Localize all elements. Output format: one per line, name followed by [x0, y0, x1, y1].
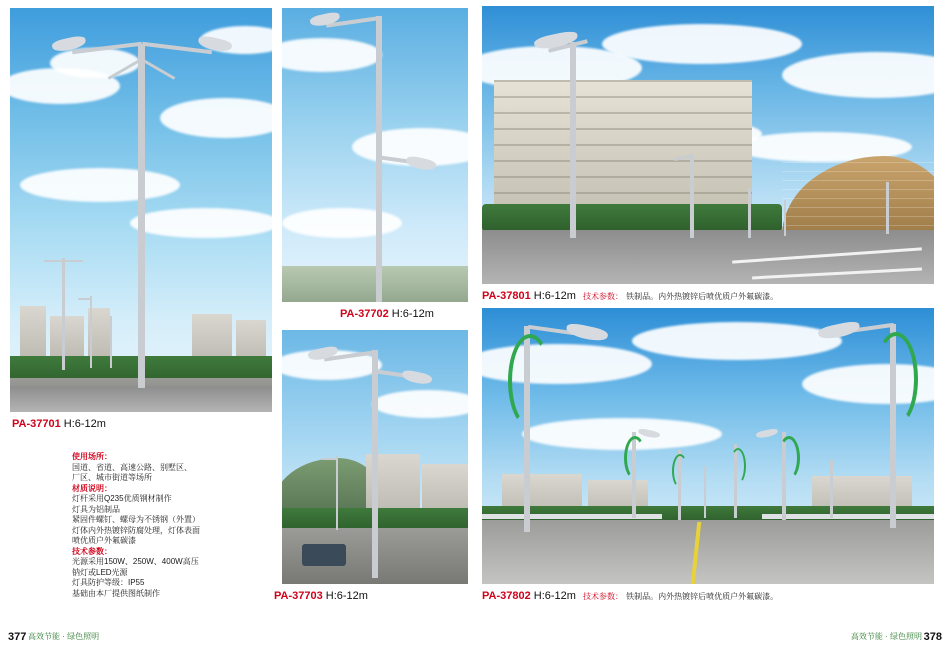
lamp-arm-distant	[63, 260, 83, 262]
lamp-pole-distant	[690, 154, 694, 238]
product-photo-pa-37702	[282, 8, 468, 302]
cloud	[602, 24, 802, 64]
product-photo-pa-37703	[282, 330, 468, 584]
param-line: 灯具防护等级：IP55	[72, 578, 145, 587]
tech-text: 铁制品。内外热镀锌后喷优质户外氟碳漆。	[626, 292, 779, 301]
usage-line: 厂区、城市街道等场所	[72, 473, 152, 482]
product-code: PA-37702	[340, 308, 389, 320]
background-building	[236, 320, 266, 360]
green-decorative-arc	[874, 332, 918, 426]
material-line: 灯具为铝制品	[72, 504, 120, 514]
usage-line: 国道、省道、高速公路、别墅区、	[72, 462, 192, 472]
lamp-pole-distant	[886, 182, 889, 234]
lamp-pole-distant	[784, 200, 786, 236]
background-building	[50, 316, 84, 358]
lamp-pole-distant	[110, 316, 112, 368]
lamp-pole-distant	[336, 456, 338, 530]
lamp-pole-distant	[90, 296, 92, 368]
param-line: 钠灯或LED光源	[72, 567, 128, 577]
material-line: 灯体内外热镀锌防腐处理，灯体表面	[72, 525, 200, 535]
material-heading: 材质说明：	[72, 483, 112, 493]
lamp-arm-distant	[44, 260, 64, 262]
caption-pa-37802	[482, 590, 778, 602]
lamp-pole	[138, 44, 145, 388]
green-decorative-arc	[672, 454, 688, 488]
lamp-pole	[372, 350, 378, 578]
green-decorative-arc	[778, 436, 800, 480]
caption-pa-37801	[482, 290, 778, 302]
usage-heading: 使用场所：	[72, 452, 112, 461]
product-code: PA-37801	[482, 290, 531, 302]
background-building	[192, 314, 232, 360]
lamp-pole-distant	[62, 258, 65, 370]
param-heading: 技术参数：	[72, 546, 112, 556]
lamp-pole-distant	[748, 188, 751, 238]
product-size: H:6-12m	[533, 290, 576, 302]
product-size: H:6-12m	[533, 590, 576, 602]
material-line: 喷优质户外氟碳漆	[72, 536, 136, 545]
cloud	[522, 418, 722, 450]
cloud	[282, 208, 402, 238]
cloud	[130, 208, 272, 238]
product-photo-pa-37802	[482, 308, 934, 584]
page-number-left: 377	[8, 631, 27, 643]
road-surface	[10, 386, 272, 412]
param-line: 基础由本厂提供图纸制作	[72, 588, 160, 598]
vehicle	[302, 544, 346, 566]
caption-pa-37701	[12, 418, 106, 430]
cloud	[632, 322, 842, 360]
terrace-lines	[782, 162, 934, 232]
footer-text-left: 高效节能 · 绿色照明	[28, 632, 100, 641]
lamp-pole-distant	[830, 460, 833, 518]
road-surface	[482, 520, 934, 584]
lamp-arm-distant	[78, 298, 92, 300]
ground	[282, 266, 468, 302]
tech-text: 铁制品。内外热镀锌后喷优质户外氟碳漆。	[626, 592, 779, 601]
product-photo-pa-37801	[482, 6, 934, 284]
param-line: 光源采用150W、250W、400W高压	[72, 557, 199, 566]
green-decorative-arc	[624, 436, 646, 480]
caption-pa-37703	[274, 590, 368, 602]
material-line: 灯杆采用Q235优质钢材制作	[72, 494, 172, 503]
product-code: PA-37703	[274, 590, 323, 602]
specifications-block	[72, 452, 282, 599]
page-number-right: 378	[923, 631, 942, 643]
tech-label: 技术参数：	[583, 292, 624, 301]
product-photo-pa-37701	[10, 8, 272, 412]
footer-text-right: 高效节能 · 绿色照明	[850, 632, 922, 641]
product-size: H:6-12m	[391, 308, 434, 320]
building-floor-lines	[494, 80, 752, 208]
product-code: PA-37701	[12, 418, 61, 430]
lamp-pole-distant	[704, 466, 706, 518]
cloud	[20, 168, 180, 202]
background-building	[20, 306, 46, 358]
tech-label: 技术参数：	[583, 592, 624, 601]
green-decorative-arc	[730, 448, 746, 484]
page-gutter	[474, 0, 476, 651]
material-line: 紧固件螺钉、螺母为不锈钢（外置）	[72, 515, 200, 524]
cloud	[50, 48, 140, 78]
railing-right	[762, 514, 934, 519]
background-building	[422, 464, 468, 512]
road-surface	[482, 230, 934, 284]
caption-pa-37702	[340, 308, 434, 320]
lamp-pole	[570, 42, 576, 238]
product-size: H:6-12m	[325, 590, 368, 602]
greenbelt	[482, 204, 782, 232]
product-code: PA-37802	[482, 590, 531, 602]
product-size: H:6-12m	[63, 418, 106, 430]
green-decorative-arc	[508, 334, 552, 428]
lamp-arm-distant	[322, 458, 338, 460]
